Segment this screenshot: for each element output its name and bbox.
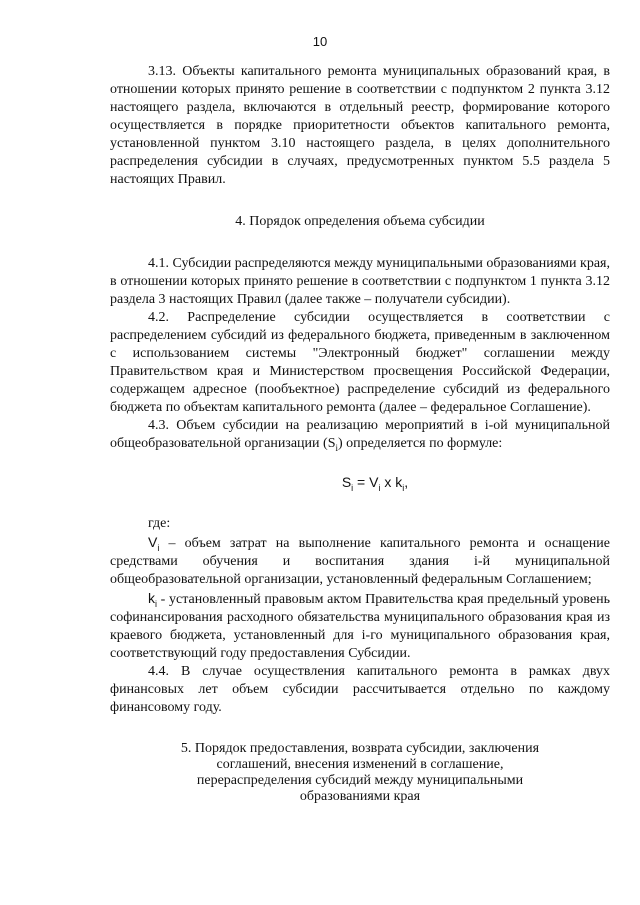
page-number: 10 xyxy=(312,34,328,49)
definition-vi xyxy=(110,533,610,589)
formula-v-sub: i xyxy=(378,482,381,493)
paragraph-4-3 xyxy=(110,417,610,453)
formula-v: V xyxy=(369,474,379,490)
formula-s-sub: i xyxy=(351,482,354,493)
definition-ki xyxy=(110,589,610,663)
section-5-title-line4: образованиями края xyxy=(299,789,421,804)
formula-k: k xyxy=(395,474,403,490)
section-5-title-line2: соглашений, внесения изменений в соглашение, xyxy=(216,757,504,772)
formula-times: x xyxy=(380,474,396,490)
paragraph-4-2: 4.2. Распределение субсидии осуществляется в соответствии с распределением субсидий из федерального бюджета, приведенным в заключенном с использованием системы "Электронный бюджет" соглашении между Правительством края и Министерством просвещения Российской Федерации, содержащем адресное (пообъектное) распределение субсидий из федерального бюджета по объектам капитального ремонта (далее – федеральное Соглашение). xyxy=(110,310,610,415)
paragraph-4-3-subscript: i xyxy=(335,442,338,453)
formula-k-sub: i xyxy=(402,482,405,493)
definition-vi-sub: i xyxy=(157,542,160,553)
paragraph-4-3-text-a: 4.3. Объем субсидии на реализацию мероприятий в i-ой муниципальной общеобразовательной организации (S xyxy=(110,418,610,451)
definition-ki-text: - установленный правовым актом Правительства края предельный уровень софинансирования расходного обязательства муниципального образования края из краевого бюджета, установленный для i-го муниципального образования края, соответствующий году предоставления Субсидии. xyxy=(110,592,610,661)
section-4-title: 4. Порядок определения объема субсидии xyxy=(235,214,485,229)
paragraph-4-4: 4.4. В случае осуществления капитального ремонта в рамках двух финансовых лет объем субсидии рассчитывается отдельно по каждому финансовому году. xyxy=(110,664,610,715)
formula-equals: = xyxy=(353,474,370,490)
paragraph-4-3-text-b: ) определяется по формуле: xyxy=(338,436,503,451)
section-5-title xyxy=(110,741,610,805)
where-label: где: xyxy=(148,516,171,531)
formula-s: S xyxy=(341,474,352,490)
subsidy-formula xyxy=(110,473,610,491)
paragraph-4-1: 4.1. Субсидии распределяются между муниципальными образованиями края, в отношении которых принято решение в соответствии с подпунктом 1 пункта 3.12 раздела 3 настоящих Правил (далее также – получатели субсидии). xyxy=(110,256,610,307)
section-5-title-line1: 5. Порядок предоставления, возврата субсидии, заключения xyxy=(180,741,540,756)
definition-vi-symbol: V xyxy=(148,534,158,550)
definition-ki-symbol: k xyxy=(148,590,155,606)
section-5-title-line3: перераспределения субсидий между муниципальными xyxy=(196,773,524,788)
definition-ki-sub: i xyxy=(155,598,157,609)
paragraph-3-13: 3.13. Объекты капитального ремонта муниципальных образований края, в отношении которых принято решение в соответствии с подпунктом 2 пункта 3.12 настоящего раздела, включаются в отдельный реестр, формирование которого осуществляется в порядке приоритетности объектов капитального ремонта, установленной пунктом 3.10 настоящего раздела, в целях дополнительного распределения субсидии в случаях, предусмотренных пунктом 5.5 раздела 5 настоящих Правил. xyxy=(110,64,610,187)
document-body xyxy=(110,63,610,805)
definition-vi-text: – объем затрат на выполнение капитального ремонта и оснащение средствами обучения и воспитания здания i-й муниципальной общеобразовательной организации, установленный федеральным Соглашением; xyxy=(110,536,610,587)
formula-end: , xyxy=(404,474,409,490)
